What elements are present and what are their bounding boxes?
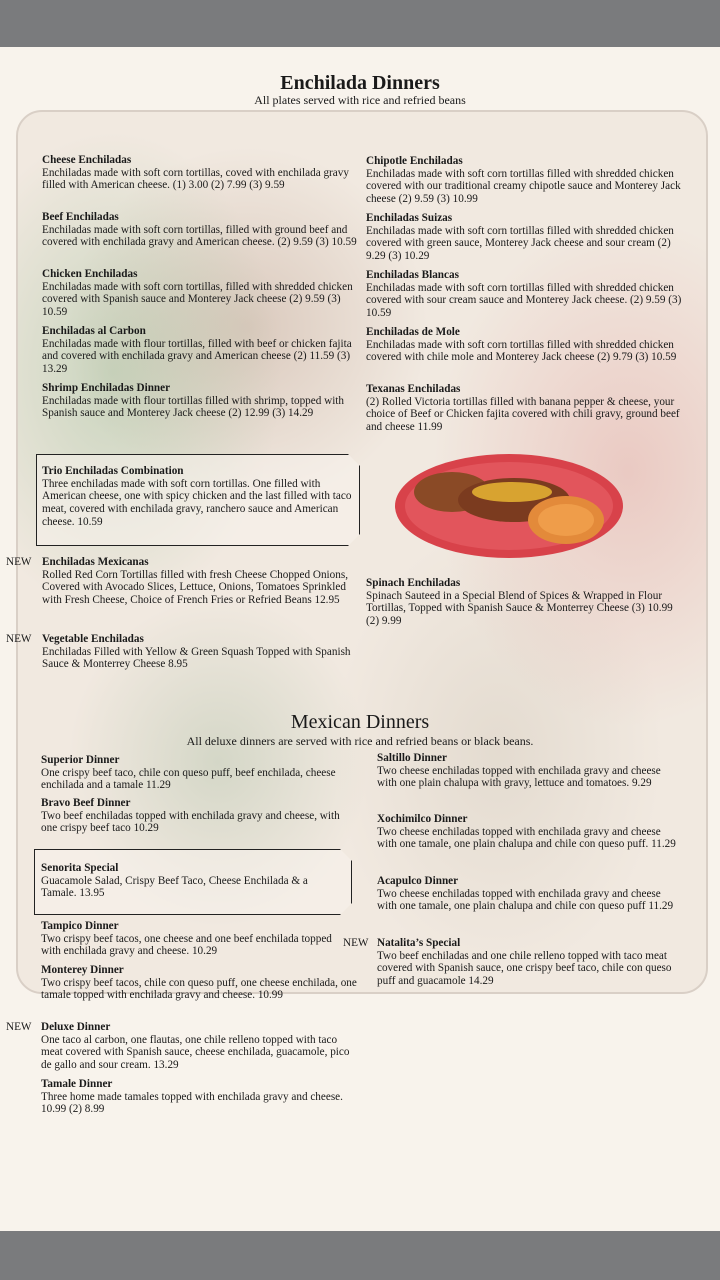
item-name: Spinach Enchiladas (366, 577, 461, 589)
item-name: Beef Enchiladas (42, 211, 119, 223)
menu-item (366, 155, 688, 206)
menu-item (366, 577, 688, 628)
item-desc: One taco al carbon, one flautas, one chile relleno topped with taco meat covered with Spanish sauce, cheese enchilada, guacamole, pico de gallo and sour cream. 13.29 (41, 1033, 350, 1072)
item-name: Enchiladas Blancas (366, 269, 459, 281)
item-desc: Enchiladas made with soft corn tortillas, coved with enchilada gravy filled with American cheese. (1) 3.00 (2) 7.99 (3) 9.59 (42, 166, 349, 192)
item-desc: One crispy beef taco, chile con queso puff, beef enchilada, cheese enchilada and a tamale 11.29 (41, 766, 336, 792)
menu-item (41, 862, 345, 900)
item-name: Vegetable Enchiladas (42, 633, 144, 645)
item-desc: Enchiladas Filled with Yellow & Green Squash Topped with Spanish Sauce & Monterrey Cheese 8.95 (42, 645, 351, 671)
item-desc: Enchiladas made with soft corn tortillas, filled with ground beef and covered with enchilada gravy and American cheese. (2) 9.59 (3) 10.59 (42, 223, 357, 249)
item-name: Superior Dinner (41, 754, 120, 766)
menu-item (41, 797, 355, 835)
item-name: Acapulco Dinner (377, 875, 459, 887)
item-name: Cheese Enchiladas (42, 154, 132, 166)
item-name: Monterey Dinner (41, 964, 124, 976)
item-name: Enchiladas al Carbon (42, 325, 146, 337)
item-name: Deluxe Dinner (41, 1021, 111, 1033)
item-name: Shrimp Enchiladas Dinner (42, 382, 171, 394)
item-name: Enchiladas de Mole (366, 326, 460, 338)
menu-item (41, 1078, 347, 1116)
menu-item (42, 633, 356, 671)
section-subtitle-enchilada: All plates served with rice and refried beans (254, 93, 466, 107)
item-desc: Enchiladas made with flour tortillas filled with shrimp, topped with Spanish sauce and Monterey Jack cheese (2) 12.99 (3) 14.29 (42, 394, 345, 420)
new-badge: NEW (6, 1021, 32, 1033)
bottom-bar (0, 1231, 720, 1280)
item-desc: Enchiladas made with soft corn tortillas filled with shredded chicken covered with chile mole and Monterey Jack cheese (2) 9.79 (3) 10.59 (366, 338, 677, 364)
menu-item (366, 269, 688, 320)
item-desc: Guacamole Salad, Crispy Beef Taco, Cheese Enchilada & a Tamale. 13.95 (41, 874, 308, 900)
item-name: Tamale Dinner (41, 1078, 113, 1090)
item-desc: Rolled Red Corn Tortillas filled with fresh Cheese Chopped Onions, Covered with Avocado Slices, Lettuce, Onions, Tomatoes Sprinkled with Fresh Cheese, Choice of French Fries or Refried Beans 12.95 (42, 568, 349, 607)
menu-item (42, 382, 360, 420)
item-desc: Enchiladas made with soft corn tortillas filled with shredded chicken covered with sour cream sauce and Monterey Jack cheese. (2) 9.59 (3) 10.59 (366, 281, 682, 320)
item-desc: Two crispy beef tacos, one cheese and one beef enchilada topped with enchilada gravy and cheese. 10.29 (41, 932, 332, 958)
menu-item (42, 154, 360, 192)
item-name: Enchiladas Mexicanas (42, 556, 149, 568)
menu-item (366, 212, 688, 263)
item-desc: Two beef enchiladas topped with enchilada gravy and cheese, with one crispy beef taco 10.29 (41, 809, 340, 835)
new-badge: NEW (6, 633, 32, 645)
menu-item (42, 268, 360, 319)
new-badge: NEW (343, 937, 369, 949)
section-title-mexican: Mexican Dinners (290, 711, 430, 733)
item-name: Xochimilco Dinner (377, 813, 468, 825)
menu-item (377, 937, 677, 988)
item-desc: Two beef enchiladas and one chile relleno topped with taco meat covered with Spanish sauce, one crispy beef taco, chile con queso puff and guacamole 14.29 (377, 949, 672, 988)
item-desc: Enchiladas made with soft corn tortillas, filled with shredded chicken covered with Spanish sauce and Monterey Jack cheese (2) 9.59 (3) 10.59 (42, 280, 353, 319)
enchilada-plate-photo (394, 452, 624, 562)
item-desc: Two crispy beef tacos, chile con queso puff, one cheese enchilada, one tamale topped with enchilada gravy and cheese. 10.99 (41, 976, 357, 1002)
item-desc: Two cheese enchiladas topped with enchilada gravy and cheese with one tamale, one plain chalupa and chile con queso puff. 11.29 (377, 825, 676, 851)
item-name: Trio Enchiladas Combination (42, 465, 184, 477)
item-name: Tampico Dinner (41, 920, 119, 932)
item-desc: Enchiladas made with soft corn tortillas filled with shredded chicken covered with green sauce, Monterey Jack cheese and sour cream (2) 9.29 (3) 10.29 (366, 224, 674, 263)
menu-item (42, 556, 356, 607)
item-desc: Spinach Sauteed in a Special Blend of Spices & Wrapped in Flour Tortillas, Topped with Spanish Sauce & Monterrey Cheese (3) 10.99 (2) 9.99 (366, 589, 673, 628)
item-name: Chipotle Enchiladas (366, 155, 463, 167)
item-desc: Three enchiladas made with soft corn tortillas. One filled with American cheese, one with spicy chicken and the last filled with taco meat, covered with enchilada gravy, ranchero sauce and American cheese. 10.59 (42, 477, 352, 528)
item-name: Chicken Enchiladas (42, 268, 138, 280)
section-subtitle-mexican: All deluxe dinners are served with rice and refried beans or black beans. (186, 734, 534, 748)
item-name: Bravo Beef Dinner (41, 797, 131, 809)
menu-item (377, 875, 681, 913)
item-desc: Two cheese enchiladas topped with enchilada gravy and cheese with one tamale, one plain chalupa and chile con queso puff 11.29 (377, 887, 674, 913)
menu-item (42, 465, 356, 529)
menu-item (41, 754, 341, 792)
menu-item (366, 326, 688, 364)
menu-item (41, 1021, 353, 1072)
item-desc: Enchiladas made with soft corn tortillas filled with shredded chicken covered with our traditional creamy chipotle sauce and Monterey Jack cheese (2) 9.59 (3) 10.99 (366, 167, 681, 206)
item-name: Saltillo Dinner (377, 752, 447, 764)
item-name: Texanas Enchiladas (366, 383, 461, 395)
menu-item (377, 813, 681, 851)
menu-item (42, 325, 360, 376)
menu-item (377, 752, 681, 790)
item-desc: Three home made tamales topped with enchilada gravy and cheese. 10.99 (2) 8.99 (41, 1090, 343, 1116)
item-desc: Enchiladas made with flour tortillas, filled with beef or chicken fajita and covered with enchilada gravy and American cheese (2) 11.59 (3) 13.29 (42, 337, 352, 376)
section-title-enchilada: Enchilada Dinners (280, 72, 440, 94)
new-badge: NEW (6, 556, 32, 568)
item-name: Senorita Special (41, 862, 119, 874)
item-desc: Two cheese enchiladas topped with enchilada gravy and cheese with one plain chalupa with gravy, lettuce and tomatoes. 9.29 (377, 764, 661, 790)
menu-item (41, 964, 359, 1002)
item-desc: (2) Rolled Victoria tortillas filled with banana pepper & cheese, your choice of Beef or Chicken fajita covered with chili gravy, ground beef and cheese 11.99 (366, 395, 680, 434)
item-name: Enchiladas Suizas (366, 212, 453, 224)
menu-item (42, 211, 360, 249)
menu-item (41, 920, 337, 958)
top-status-bar (0, 0, 720, 47)
menu-item (366, 383, 682, 434)
item-name: Natalita’s Special (377, 937, 461, 949)
